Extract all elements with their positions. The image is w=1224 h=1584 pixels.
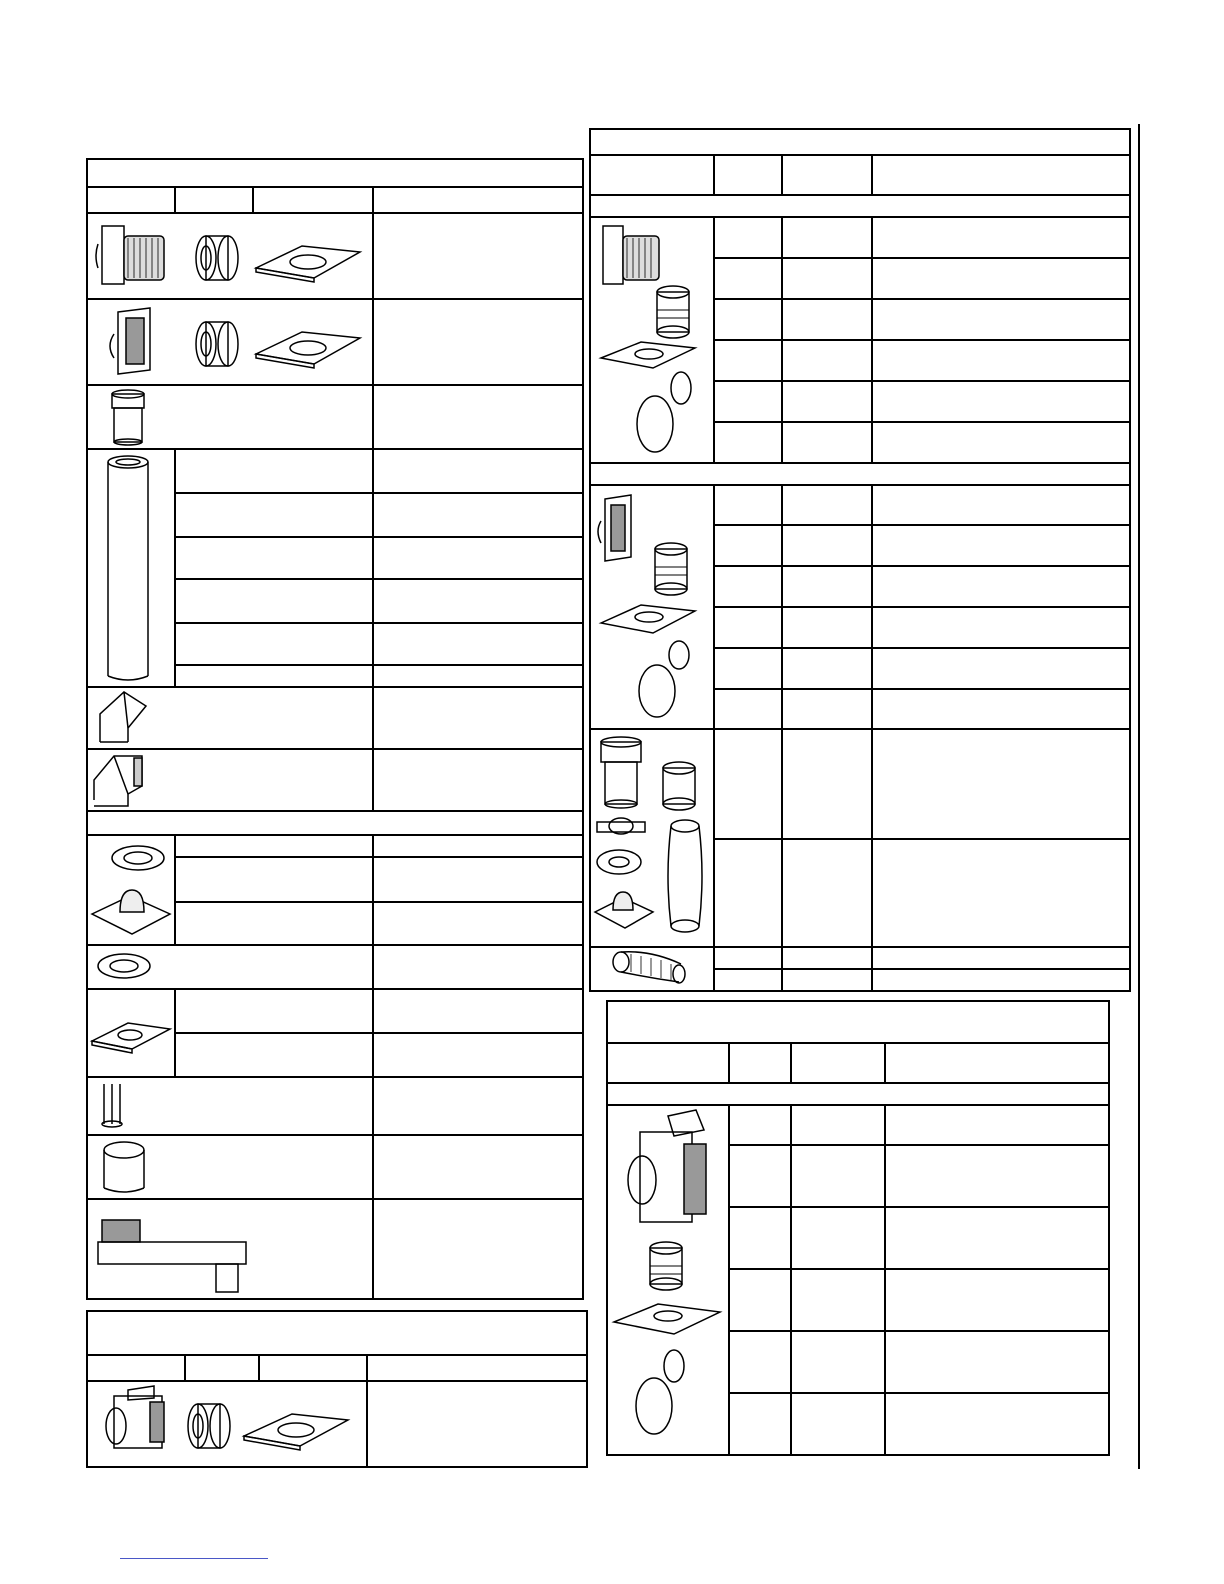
firestop-plate-icon [601,605,695,633]
description-cell [373,299,583,385]
description-cell [872,947,1130,969]
horizontal-kit-illustration-cell [590,217,714,463]
vertical-cap-illustration-cell [87,1135,373,1199]
right-kits-table [589,128,1131,992]
description-cell [373,835,583,857]
code-cell [714,485,782,525]
table-title-cell [607,1001,1109,1043]
description-cell [872,258,1130,299]
pipe-adapter-icon [112,390,144,445]
firestop-plate-icon [256,332,360,368]
pipe-collar-icon [657,286,689,338]
vertical-cap-icon [104,1142,144,1192]
description-cell [373,945,583,989]
firestop-option-cell [175,989,373,1033]
part-number-cell [782,729,872,839]
part-number-cell [782,969,872,991]
part-number-cell [782,217,872,258]
termination-cap-grille-icon [110,308,150,374]
termination-cap-grille-icon [628,1110,706,1222]
pipe-length-cell [175,537,373,579]
header-cell [714,155,782,195]
header-cell [185,1355,259,1381]
part-number-cell [782,340,872,381]
header-cell [175,187,253,213]
pipe-length-cell [175,623,373,665]
description-cell [373,213,583,299]
wall-collar-icon [597,850,641,874]
grille-kit-illustration-cell [87,299,373,385]
band-clamp-icon [636,1350,684,1434]
header-cell [590,155,714,195]
part-number-cell [782,422,872,463]
code-cell [714,217,782,258]
code-cell [714,299,782,340]
description-cell [872,217,1130,258]
firestop-plate-icon [256,246,360,282]
description-cell [885,1269,1109,1331]
storm-collar-illustration-cell [87,945,373,989]
description-cell [872,485,1130,525]
roof-flashing-icon [92,890,170,934]
header-cell [782,155,872,195]
pipe-length-cell [175,493,373,537]
header-cell [373,187,583,213]
description-cell [373,902,583,945]
flex-liner-illustration-cell [590,947,714,991]
code-cell [729,1105,791,1145]
code-cell [714,648,782,689]
table-title-cell [87,1311,587,1355]
group-header-cell [87,811,583,835]
header-cell [259,1355,367,1381]
band-clamp-icon [639,641,689,717]
pipe-length-cell [175,449,373,493]
flex-liner-icon [613,952,685,983]
flex-liner-icon [668,820,702,932]
roof-flashing-icon [595,892,653,928]
description-cell [872,566,1130,607]
header-cell [607,1043,729,1083]
description-cell [872,525,1130,566]
pipe-collar-icon [196,322,238,366]
pipe-length-cell [175,579,373,623]
description-cell [373,1077,583,1135]
part-number-cell [782,485,872,525]
termination-cap-round-icon [96,226,164,284]
code-cell [714,839,782,947]
header-cell [885,1043,1109,1083]
code-cell [714,381,782,422]
footer-link-rule [120,1558,268,1559]
part-number-cell [782,607,872,648]
description-cell [373,579,583,623]
band-clamp-icon [637,372,691,452]
description-cell [872,299,1130,340]
vertical-kit-illustration-cell [590,729,714,947]
description-cell [367,1381,587,1467]
description-cell [373,687,583,749]
description-cell [373,1199,583,1299]
pipe-collar-icon [196,236,238,280]
part-number-cell [782,299,872,340]
support-strap-illustration-cell [87,1077,373,1135]
part-number-cell [782,648,872,689]
wall-collar-icon [98,954,150,978]
header-cell [253,187,373,213]
header-cell [87,187,175,213]
description-cell [872,422,1130,463]
code-cell [714,258,782,299]
description-cell [373,449,583,493]
pipe-collar-icon [655,543,687,595]
group-header-cell [607,1083,1109,1105]
description-cell [373,857,583,902]
termination-cap-round-icon [603,226,659,284]
flashing-option-cell [175,902,373,945]
left-parts-table [86,158,584,1300]
code-cell [729,1393,791,1455]
description-cell [885,1145,1109,1207]
part-number-cell [791,1331,885,1393]
firestop-illustration-cell [87,989,175,1077]
right-bottom-kit-table [606,1000,1110,1456]
elbow-45-icon [100,692,146,742]
description-cell [885,1105,1109,1145]
part-number-cell [782,689,872,729]
description-cell [373,623,583,665]
code-cell [729,1145,791,1207]
band-clamp-icon [597,818,645,834]
part-number-cell [782,839,872,947]
pipe-length-cell [175,665,373,687]
group-header-cell [590,463,1130,485]
header-cell [791,1043,885,1083]
grille-kit-illustration-cell [590,485,714,729]
description-cell [885,1331,1109,1393]
elbow-45-illustration-cell [87,687,373,749]
description-cell [373,749,583,811]
code-cell [714,689,782,729]
straight-pipe-icon [108,456,148,680]
code-cell [714,340,782,381]
header-cell [729,1043,791,1083]
part-number-cell [782,525,872,566]
pipe-collar-icon [188,1404,230,1448]
description-cell [373,385,583,449]
page-vertical-rule [1138,124,1140,1469]
description-cell [373,665,583,687]
description-cell [885,1207,1109,1269]
code-cell [714,729,782,839]
description-cell [373,1033,583,1077]
snorkel-illustration-cell [87,1199,373,1299]
description-cell [872,839,1130,947]
description-cell [373,493,583,537]
header-cell [87,1355,185,1381]
header-cell [872,155,1130,195]
termination-cap-grille-icon [106,1386,164,1448]
description-cell [885,1393,1109,1455]
support-strap-icon [102,1084,122,1127]
elbow-90-illustration-cell [87,749,373,811]
adapter-illustration-cell [87,385,373,449]
flashing-illustration-cell [87,835,175,945]
firestop-plate-icon [244,1414,348,1450]
left-bottom-kit-table [86,1310,588,1468]
snorkel-icon [98,1220,246,1292]
description-cell [872,689,1130,729]
square-termination-kit-illustration-cell [87,1381,367,1467]
firestop-plate-icon [614,1304,720,1334]
code-cell [714,607,782,648]
part-number-cell [791,1393,885,1455]
part-number-cell [791,1105,885,1145]
part-number-cell [782,947,872,969]
description-cell [872,607,1130,648]
description-cell [373,989,583,1033]
flashing-option-cell [175,857,373,902]
table-title-cell [590,129,1130,155]
code-cell [714,566,782,607]
firestop-option-cell [175,1033,373,1077]
code-cell [729,1331,791,1393]
description-cell [373,1135,583,1199]
code-cell [729,1207,791,1269]
wall-collar-icon [112,846,164,870]
description-cell [872,729,1130,839]
part-number-cell [782,381,872,422]
part-number-cell [791,1145,885,1207]
pipe-collar-icon [650,1242,682,1290]
termination-kit-illustration-cell [87,213,373,299]
part-number-cell [791,1269,885,1331]
code-cell [729,1269,791,1331]
description-cell [872,648,1130,689]
termination-cap-grille-icon [598,495,631,561]
code-cell [714,422,782,463]
square-kit-illustration-cell [607,1105,729,1455]
description-cell [872,381,1130,422]
part-number-cell [791,1207,885,1269]
code-cell [714,947,782,969]
pipe-collar-icon [663,762,695,810]
code-cell [714,525,782,566]
pipe-adapter-icon [601,737,641,808]
code-cell [714,969,782,991]
description-cell [373,537,583,579]
firestop-plate-icon [601,342,695,368]
group-header-cell [590,195,1130,217]
table-title-cell [87,159,583,187]
description-cell [872,340,1130,381]
flashing-option-cell [175,835,373,857]
part-number-cell [782,566,872,607]
description-cell [872,969,1130,991]
firestop-plate-icon [92,1023,170,1053]
elbow-90-icon [94,756,142,806]
part-number-cell [782,258,872,299]
straight-pipe-illustration-cell [87,449,175,687]
header-cell [367,1355,587,1381]
